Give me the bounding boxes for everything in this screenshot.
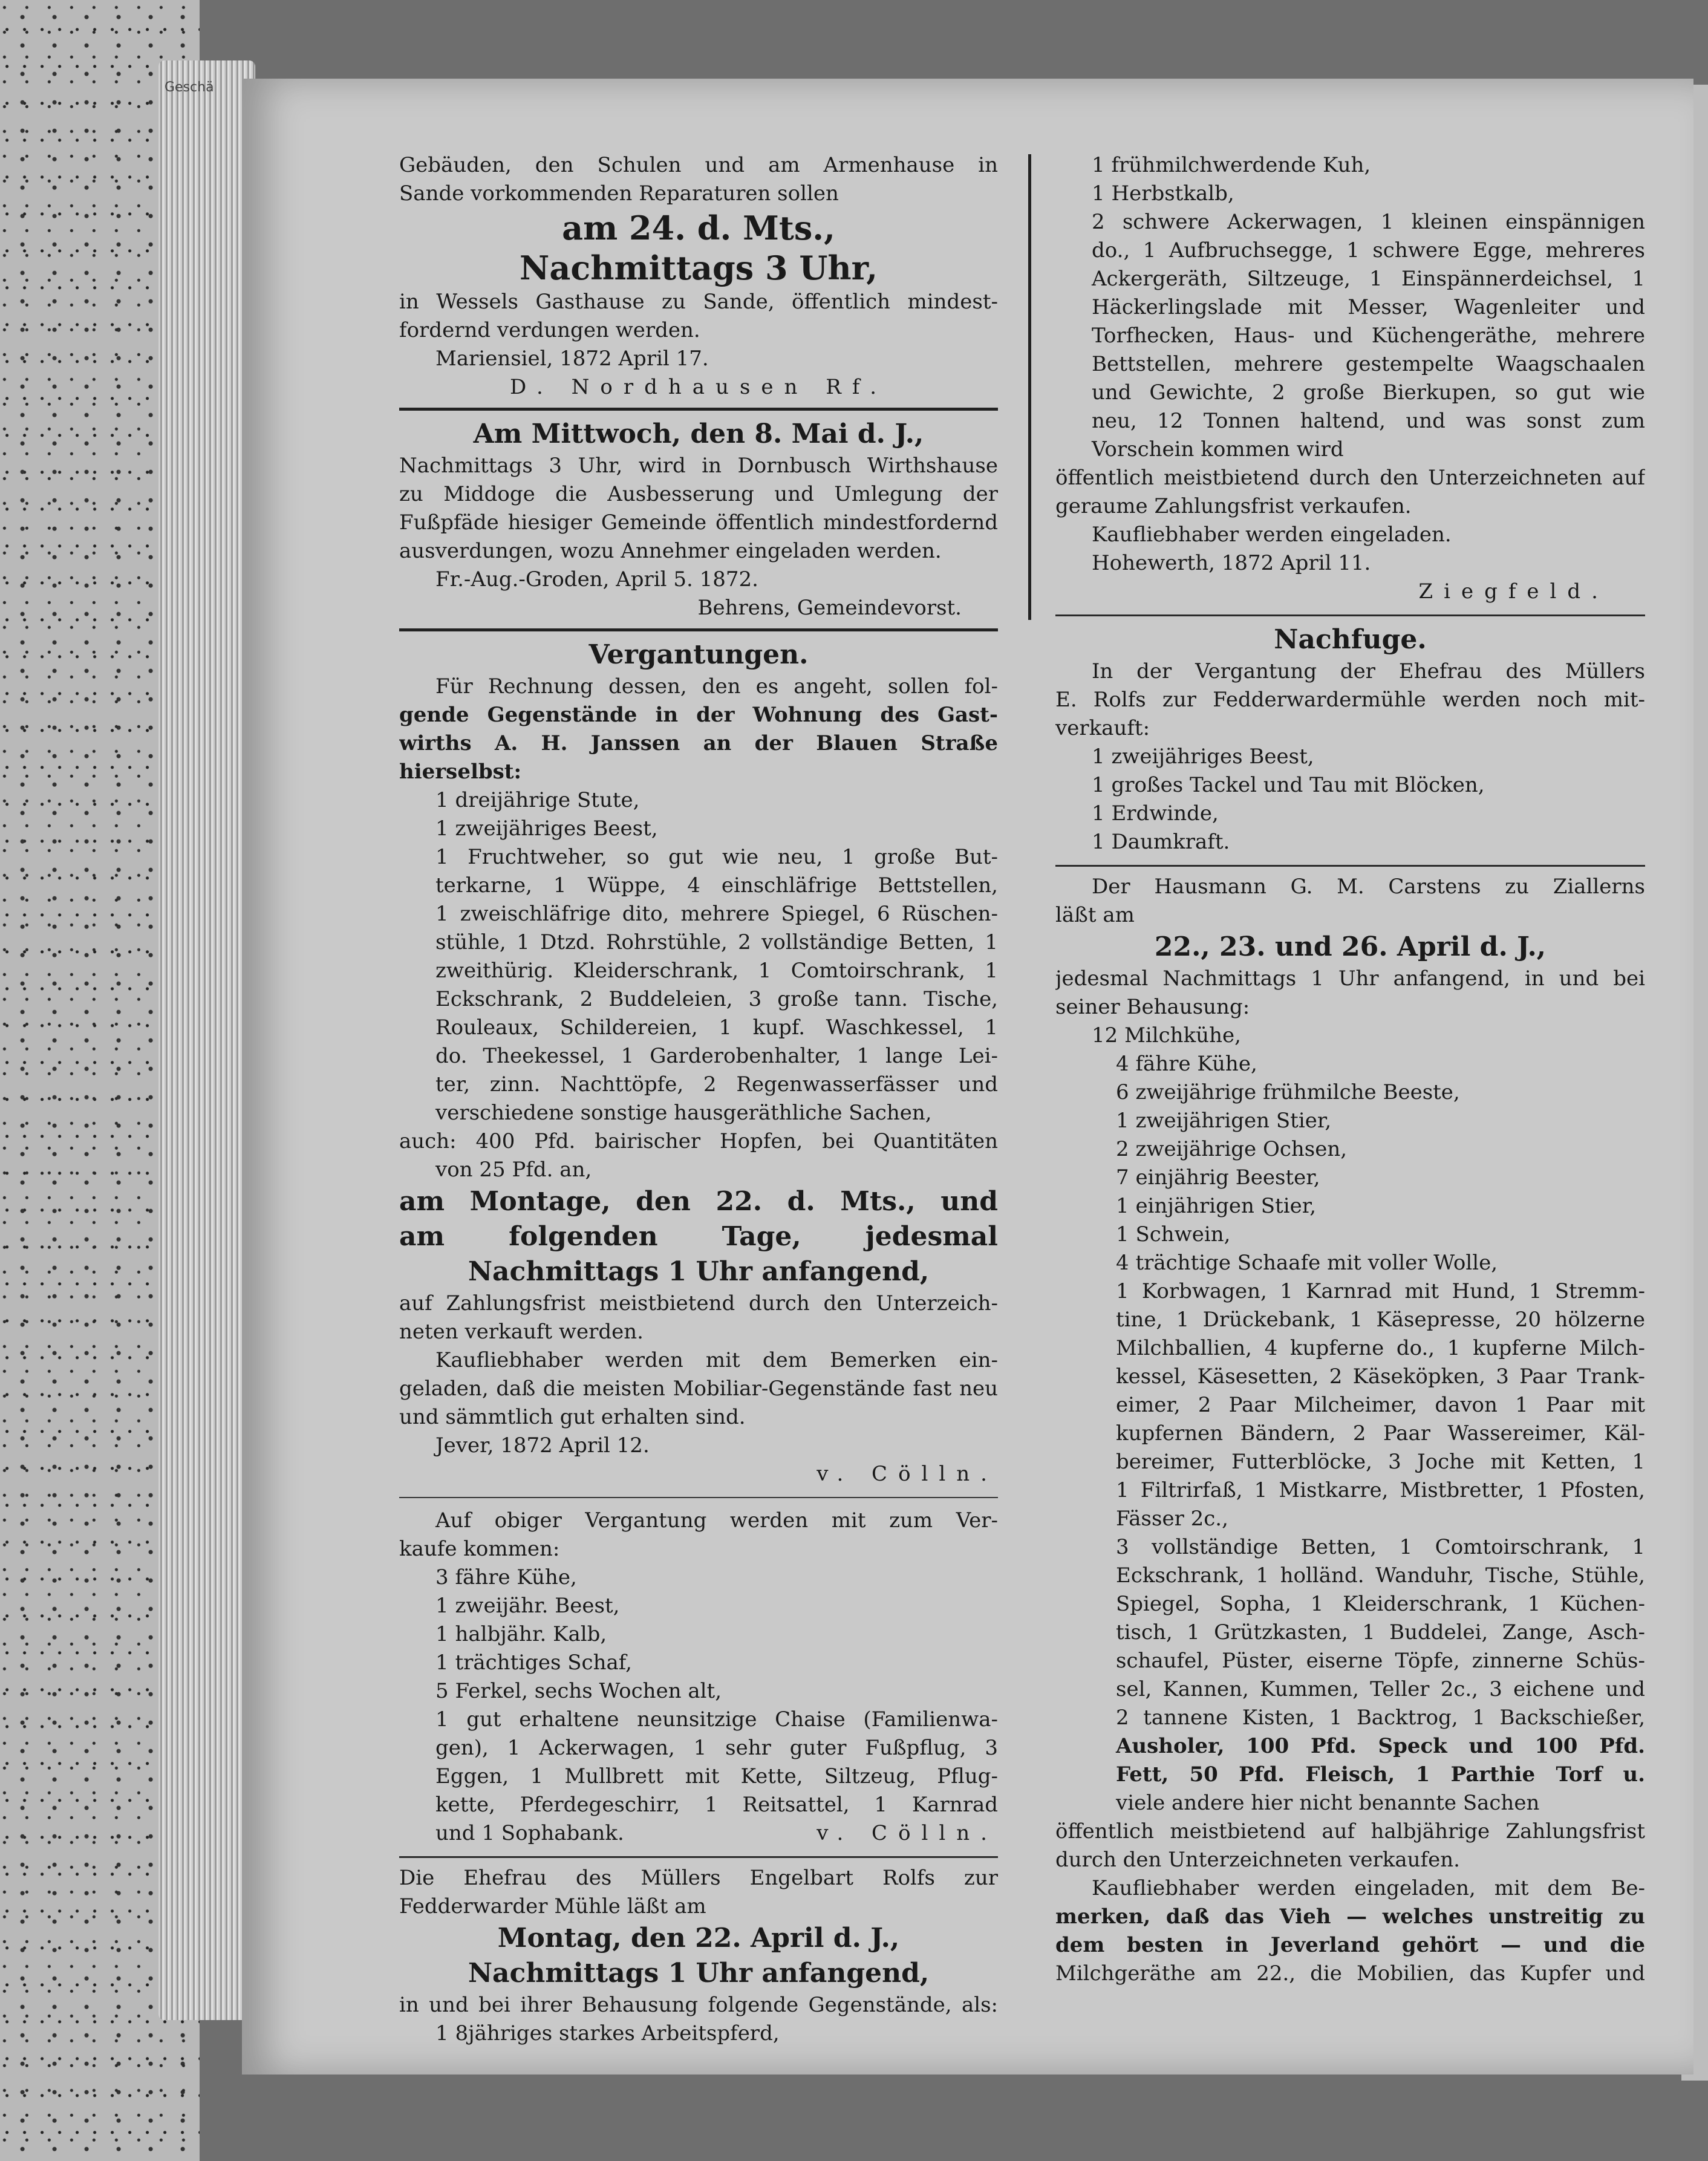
list-item: 1 zweischläfrige dito, mehrere Spiegel, 6 Rüschen- bbox=[435, 902, 998, 926]
list-item: bereimer, Futterblöcke, 3 Joche mit Ketten, 1 bbox=[1116, 1450, 1645, 1474]
text-line: Gebäuden, den Schulen und am Armenhause in bbox=[399, 153, 998, 177]
text-line: Kaufliebhaber werden eingeladen. bbox=[1092, 523, 1452, 547]
list-item: 1 einjährigen Stier, bbox=[1116, 1194, 1317, 1218]
notice-hohewerth-continued bbox=[1055, 151, 1645, 606]
list-item: tine, 1 Drückebank, 1 Käsepresse, 20 hölzerne bbox=[1116, 1308, 1645, 1332]
list-item: eimer, 2 Paar Milcheimer, davon 1 Paar mit bbox=[1116, 1393, 1645, 1417]
notice-vergantungen bbox=[399, 637, 998, 1488]
page-stack-edge bbox=[158, 60, 255, 2020]
signature: D. Nordhausen Rf. bbox=[509, 375, 888, 399]
place-date: Hohewerth, 1872 April 11. bbox=[1092, 551, 1371, 575]
list-item: und 1 Sophabank. bbox=[435, 1821, 624, 1845]
list-item: Ausholer, 100 Pfd. Speck und 100 Pfd. bbox=[1116, 1734, 1645, 1758]
headline: Am Mittwoch, den 8. Mai d. J., bbox=[473, 419, 924, 449]
list-item: 1 Erdwinde, bbox=[1092, 801, 1219, 826]
list-item: do. Theekessel, 1 Garderobenhalter, 1 lange Lei- bbox=[435, 1044, 998, 1068]
list-item: schaufel, Püster, eiserne Töpfe, zinnerne Schüs- bbox=[1116, 1649, 1645, 1673]
notice-rolfs-auction bbox=[399, 1864, 998, 2048]
text-line: von 25 Pfd. an, bbox=[435, 1158, 592, 1182]
text-line: Fedderwarder Mühle läßt am bbox=[399, 1894, 706, 1918]
section-rule bbox=[1055, 614, 1645, 616]
list-item: gen), 1 Ackerwagen, 1 sehr guter Fußpflug, 3 bbox=[435, 1736, 998, 1760]
text-line: und sämmtlich gut erhalten sind. bbox=[399, 1405, 746, 1429]
list-item: 1 gut erhaltene neunsitzige Chaise (Familienwa- bbox=[435, 1707, 998, 1732]
text-line: Kaufliebhaber werden eingeladen, mit dem Be- bbox=[1092, 1876, 1645, 1900]
list-item: Vorschein kommen wird bbox=[1092, 437, 1344, 461]
section-heading: Vergantungen. bbox=[588, 639, 809, 670]
auction-date: 22., 23. und 26. April d. J., bbox=[1154, 931, 1547, 962]
section-rule bbox=[399, 1856, 998, 1858]
text-line: hierselbst: bbox=[399, 760, 522, 784]
text-line: In der Vergantung der Ehefrau des Müllers bbox=[1092, 659, 1645, 683]
place-date: Jever, 1872 April 12. bbox=[435, 1433, 650, 1458]
text-line: zu Middoge die Ausbesserung und Umlegung der bbox=[399, 482, 998, 506]
text-line: auf Zahlungsfrist meistbietend durch den Unterzeich- bbox=[399, 1291, 998, 1315]
list-item: terkarne, 1 Wüppe, 4 einschläfrige Bettstellen, bbox=[435, 873, 998, 898]
text-line: Fußpfäde hiesiger Gemeinde öffentlich mindestfordernd bbox=[399, 510, 998, 535]
left-column bbox=[399, 151, 998, 2048]
auction-date: am folgenden Tage, jedesmal bbox=[399, 1221, 998, 1252]
list-item: 2 tannene Kisten, 1 Backtrog, 1 Backschießer, bbox=[1116, 1706, 1645, 1730]
list-item: tisch, 1 Grützkasten, 1 Buddelei, Zange, Asch- bbox=[1116, 1620, 1645, 1644]
list-item: 3 vollständige Betten, 1 Comtoirschrank, 1 bbox=[1116, 1535, 1645, 1559]
text-line: in Wessels Gasthause zu Sande, öffentlich mindest- bbox=[399, 290, 998, 314]
auction-date: Montag, den 22. April d. J., bbox=[497, 1923, 900, 1954]
list-item: kessel, Käsesetten, 2 Käseköpken, 3 Paar Trank- bbox=[1116, 1364, 1645, 1389]
list-item: 4 fähre Kühe, bbox=[1116, 1052, 1257, 1076]
list-item: 1 zweijähr. Beest, bbox=[435, 1594, 620, 1618]
text-line: verkauft: bbox=[1055, 716, 1150, 740]
column-divider bbox=[1028, 154, 1031, 620]
list-item: Ackergeräth, Siltzeuge, 1 Einspännerdeichsel, 1 bbox=[1092, 267, 1645, 291]
text-line: öffentlich meistbietend auf halbjährige Zahlungsfrist bbox=[1055, 1819, 1645, 1843]
text-line: jedesmal Nachmittags 1 Uhr anfangend, in und bei bbox=[1055, 966, 1645, 991]
list-item: Eckschrank, 2 Buddeleien, 3 große tann. Tische, bbox=[435, 987, 998, 1011]
list-item: 1 zweijähriges Beest, bbox=[1092, 745, 1314, 769]
list-item: und Gewichte, 2 große Bierkupen, so gut wie bbox=[1092, 380, 1645, 405]
list-item: Milchballien, 4 kupferne do., 1 kupferne Milch- bbox=[1116, 1336, 1645, 1360]
list-item: verschiedene sonstige hausgeräthliche Sachen, bbox=[435, 1101, 932, 1125]
text-line: in und bei ihrer Behausung folgende Gegenstände, als: bbox=[399, 1993, 998, 2017]
list-item: neu, 12 Tonnen haltend, und was sonst zum bbox=[1092, 409, 1645, 433]
list-item: Eggen, 1 Mullbrett mit Kette, Siltzeug, Pflug- bbox=[435, 1764, 998, 1788]
auction-time: Nachmittags 1 Uhr anfangend, bbox=[468, 1256, 930, 1287]
text-line: seiner Behausung: bbox=[1055, 995, 1250, 1019]
list-item: 5 Ferkel, sechs Wochen alt, bbox=[435, 1679, 722, 1703]
list-item: 4 trächtige Schaafe mit voller Wolle, bbox=[1116, 1251, 1498, 1275]
list-item: 2 zweijährige Ochsen, bbox=[1116, 1137, 1348, 1161]
list-item: 1 zweijährigen Stier, bbox=[1116, 1109, 1332, 1133]
text-line: gende Gegenstände in der Wohnung des Gast- bbox=[399, 703, 998, 727]
list-item: 1 8jähriges starkes Arbeitspferd, bbox=[435, 2021, 780, 2045]
index-tab-label: Geschä bbox=[165, 80, 214, 95]
text-line: Kaufliebhaber werden mit dem Bemerken ein- bbox=[435, 1348, 998, 1372]
auction-time: Nachmittags 3 Uhr, bbox=[519, 249, 878, 287]
list-item: 6 zweijährige frühmilche Beeste, bbox=[1116, 1080, 1460, 1104]
text-line: durch den Unterzeichneten verkaufen. bbox=[1055, 1848, 1460, 1872]
section-rule bbox=[399, 408, 998, 411]
list-item: Spiegel, Sopha, 1 Kleiderschrank, 1 Küchen- bbox=[1116, 1592, 1645, 1616]
list-item: viele andere hier nicht benannte Sachen bbox=[1116, 1791, 1540, 1815]
list-item: 1 frühmilchwerdende Kuh, bbox=[1092, 153, 1371, 177]
text-line: geraume Zahlungsfrist verkaufen. bbox=[1055, 494, 1412, 518]
section-heading: Nachfuge. bbox=[1274, 624, 1427, 655]
list-item: 1 Schwein, bbox=[1116, 1222, 1231, 1247]
list-item: Rouleaux, Schildereien, 1 kupf. Waschkessel, 1 bbox=[435, 1015, 998, 1040]
list-item-with-signature bbox=[399, 1819, 998, 1848]
text-line: ausverdungen, wozu Annehmer eingeladen werden. bbox=[399, 539, 942, 563]
list-item: Fässer 2c., bbox=[1116, 1507, 1228, 1531]
text-line: neten verkauft werden. bbox=[399, 1320, 644, 1344]
signature: v. Cölln. bbox=[817, 1821, 998, 1845]
text-line: Die Ehefrau des Müllers Engelbart Rolfs zur bbox=[399, 1866, 998, 1890]
list-item: do., 1 Aufbruchsegge, 1 schwere Egge, mehreres bbox=[1092, 238, 1645, 262]
list-item: 1 Filtrirfaß, 1 Mistkarre, Mistbretter, 1 Pfosten, bbox=[1116, 1478, 1645, 1502]
list-item: zweithürig. Kleiderschrank, 1 Comtoirschrank, 1 bbox=[435, 959, 998, 983]
text-line: Der Hausmann G. M. Carstens zu Ziallerns bbox=[1092, 875, 1645, 899]
place-date: Fr.-Aug.-Groden, April 5. 1872. bbox=[435, 567, 758, 592]
list-item: 1 Korbwagen, 1 Karnrad mit Hund, 1 Stremm- bbox=[1116, 1279, 1645, 1303]
text-line: Für Rechnung dessen, den es angeht, sollen fol- bbox=[435, 674, 998, 699]
list-item: ter, zinn. Nachttöpfe, 2 Regenwasserfässer und bbox=[435, 1072, 998, 1097]
list-item: 3 fähre Kühe, bbox=[435, 1565, 577, 1589]
list-item: kupfernen Bändern, 2 Paar Wassereimer, Käl- bbox=[1116, 1421, 1645, 1446]
list-item: Häckerlingslade mit Messer, Wagenleiter und bbox=[1092, 295, 1645, 319]
list-item: Bettstellen, mehrere gestempelte Waagschaalen bbox=[1092, 352, 1645, 376]
list-item: Eckschrank, 1 holländ. Wanduhr, Tische, Stühle, bbox=[1116, 1563, 1645, 1588]
notice-nachfuge bbox=[1055, 622, 1645, 856]
notice-carstens-auction bbox=[1055, 873, 1645, 1988]
list-item: 1 trächtiges Schaf, bbox=[435, 1651, 632, 1675]
list-item: 12 Milchkühe, bbox=[1092, 1023, 1241, 1048]
notice-middoge-paths bbox=[399, 417, 998, 622]
signature: Behrens, Gemeindevorst. bbox=[697, 596, 962, 620]
section-rule bbox=[1055, 865, 1645, 867]
list-item: stühle, 1 Dtzd. Rohrstühle, 2 vollständige Betten, 1 bbox=[435, 930, 998, 954]
list-item: 2 schwere Ackerwagen, 1 kleinen einspännigen bbox=[1092, 210, 1645, 234]
text-line: fordernd verdungen werden. bbox=[399, 318, 700, 342]
place-date: Mariensiel, 1872 April 17. bbox=[435, 347, 709, 371]
auction-date: am Montage, den 22. d. Mts., und bbox=[399, 1186, 998, 1217]
list-item: 1 großes Tackel und Tau mit Blöcken, bbox=[1092, 773, 1485, 797]
text-line: Auf obiger Vergantung werden mit zum Ver- bbox=[435, 1508, 998, 1533]
notice-additional-items bbox=[399, 1507, 998, 1848]
auction-time: Nachmittags 1 Uhr anfangend, bbox=[468, 1958, 930, 1989]
list-item: Torfhecken, Haus- und Küchengeräthe, mehrere bbox=[1092, 324, 1645, 348]
list-item: 1 Daumkraft. bbox=[1092, 830, 1230, 854]
text-line: Sande vorkommenden Reparaturen sollen bbox=[399, 181, 839, 206]
notice-sande-repairs bbox=[399, 151, 998, 402]
section-rule bbox=[399, 628, 998, 631]
list-item: sel, Kannen, Kummen, Teller 2c., 3 eichene und bbox=[1116, 1677, 1645, 1701]
signature: Ziegfeld. bbox=[1418, 579, 1609, 604]
list-item: Fett, 50 Pfd. Fleisch, 1 Parthie Torf u. bbox=[1116, 1762, 1645, 1787]
signature: v. Cölln. bbox=[817, 1462, 998, 1486]
text-line: merken, daß das Vieh — welches unstreitig zu bbox=[1055, 1905, 1645, 1929]
right-column bbox=[1055, 151, 1645, 1988]
text-line: geladen, daß die meisten Mobiliar-Gegenstände fast neu bbox=[399, 1377, 998, 1401]
list-item: 1 dreijährige Stute, bbox=[435, 788, 640, 812]
list-item: kette, Pferdegeschirr, 1 Reitsattel, 1 Karnrad bbox=[435, 1793, 998, 1817]
text-line: Nachmittags 3 Uhr, wird in Dornbusch Wirthshause bbox=[399, 454, 998, 478]
list-item: 7 einjährig Beester, bbox=[1116, 1165, 1320, 1190]
text-line: Milchgeräthe am 22., die Mobilien, das Kupfer und bbox=[1055, 1961, 1645, 1986]
list-item: 1 halbjähr. Kalb, bbox=[435, 1622, 607, 1646]
auction-date: am 24. d. Mts., bbox=[562, 209, 835, 247]
text-line: läßt am bbox=[1055, 903, 1135, 927]
text-line: auch: 400 Pfd. bairischer Hopfen, bei Quantitäten bbox=[399, 1129, 998, 1153]
text-line: dem besten in Jeverland gehört — und die bbox=[1055, 1933, 1645, 1957]
list-item: 1 Fruchtweher, so gut wie neu, 1 große But- bbox=[435, 845, 998, 869]
list-item: 1 Herbstkalb, bbox=[1092, 181, 1234, 206]
text-line: kaufe kommen: bbox=[399, 1537, 560, 1561]
text-line: öffentlich meistbietend durch den Unterzeichneten auf bbox=[1055, 466, 1645, 490]
section-rule bbox=[399, 1497, 998, 1498]
text-line: wirths A. H. Janssen an der Blauen Straße bbox=[399, 731, 998, 755]
text-line: E. Rolfs zur Fedderwardermühle werden noch mit- bbox=[1055, 688, 1645, 712]
list-item: 1 zweijähriges Beest, bbox=[435, 816, 658, 841]
